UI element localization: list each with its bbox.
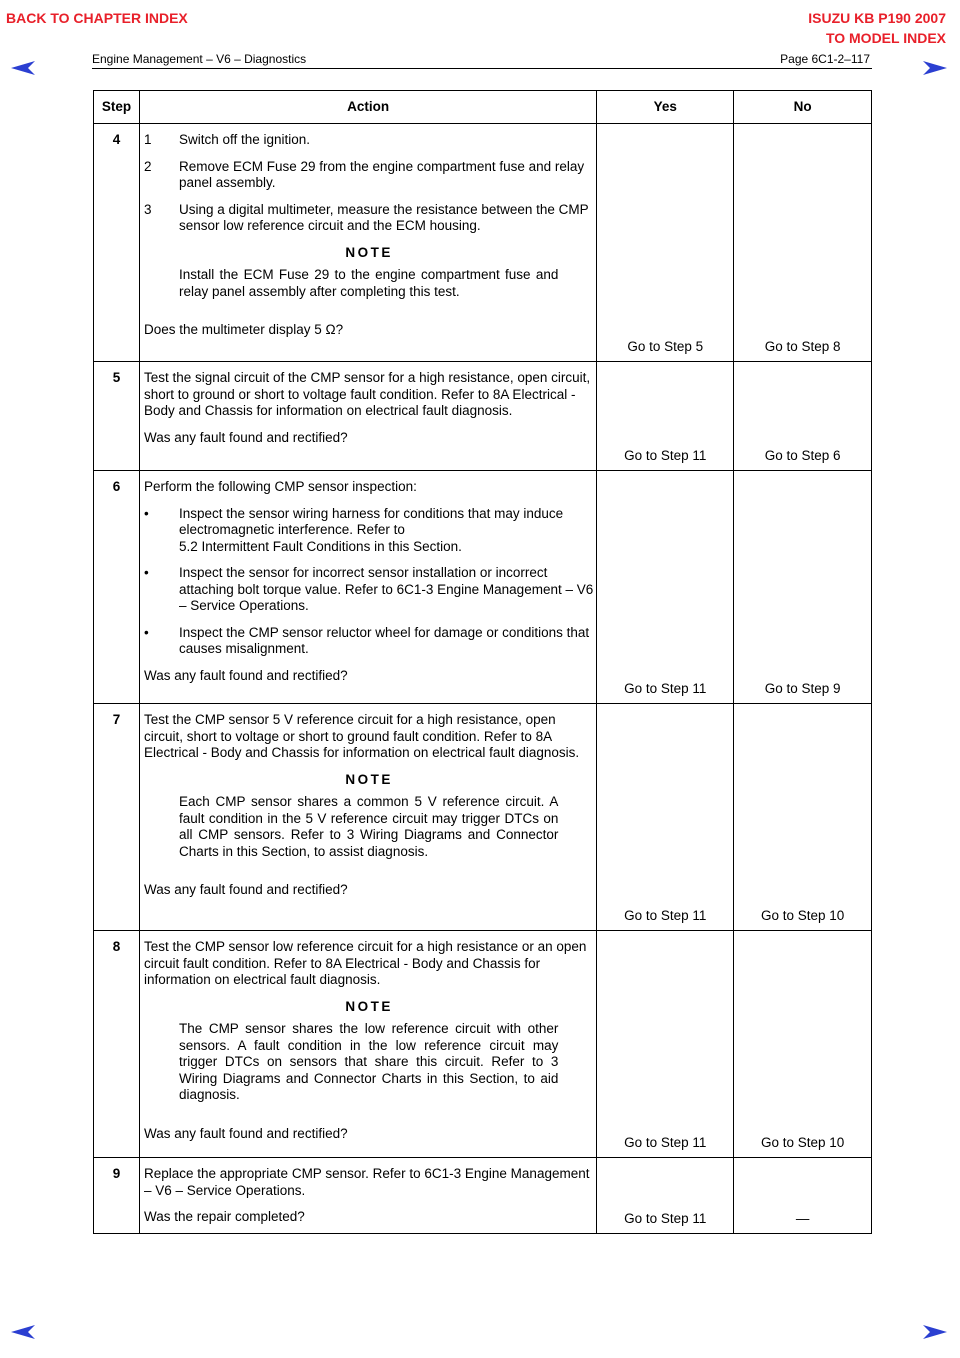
step-question: Was the repair completed? [143, 1209, 305, 1224]
step-action [139, 1158, 596, 1234]
item-number: 3 [143, 201, 152, 217]
note-heading: NOTE [345, 244, 393, 260]
arrow-left-icon[interactable] [10, 1324, 36, 1340]
table-row-step-7 [94, 704, 872, 931]
header-section-title: Engine Management – V6 – Diagnostics [92, 52, 307, 66]
step-action [139, 471, 596, 704]
step-action [139, 362, 596, 471]
bullet-icon: • [143, 624, 149, 640]
bullet-item [144, 506, 594, 556]
step-number: 4 [94, 124, 140, 362]
note-heading: NOTE [345, 771, 393, 787]
no-action[interactable]: Go to Step 10 [734, 931, 872, 1158]
col-header-step: Step [94, 91, 140, 124]
step-instruction: Test the CMP sensor low reference circuit for a high resistance or an open circuit fault condition. Refer to 8A Electrical - Body and Chassis for information on electrical fault diagnosis. [143, 939, 587, 987]
table-row-step-8 [94, 931, 872, 1158]
no-action[interactable]: Go to Step 6 [734, 362, 872, 471]
table-row-step-9 [94, 1158, 872, 1234]
table-header-row [94, 91, 872, 124]
arrow-left-icon[interactable] [10, 60, 36, 76]
arrow-right-icon[interactable] [922, 1324, 948, 1340]
item-number: 2 [143, 158, 152, 174]
bullet-icon: • [143, 565, 149, 580]
item-number: 1 [143, 132, 152, 147]
note-body: Install the ECM Fuse 29 to the engine compartment fuse and relay panel assembly after completing this test. [178, 267, 559, 299]
step-number: 5 [94, 362, 140, 471]
numbered-item [144, 132, 594, 149]
bullet-item [144, 565, 594, 615]
col-header-no: No [734, 91, 872, 124]
step-question: Was any fault found and rectified? [143, 667, 348, 683]
yes-action[interactable]: Go to Step 11 [597, 704, 734, 931]
numbered-item [144, 159, 594, 192]
back-to-chapter-index-link[interactable]: BACK TO CHAPTER INDEX [6, 10, 188, 26]
step-instruction: Test the CMP sensor 5 V reference circuit for a high resistance, open circuit, short to voltage or short to ground fault condition. Refer to 8A Electrical - Body and Chassis for information on electrical fault diagnosis. [143, 712, 580, 760]
step-instruction: Replace the appropriate CMP sensor. Refer to 6C1-3 Engine Management – V6 – Service Operations. [143, 1166, 590, 1198]
item-text: Inspect the sensor for incorrect sensor installation or incorrect attaching bolt torque value. Refer to 6C1-3 Engine Management – V6 – Service Operations. [178, 565, 594, 613]
bullet-icon: • [143, 505, 149, 521]
item-text: Using a digital multimeter, measure the resistance between the CMP sensor low reference circuit and the ECM housing. [178, 201, 589, 233]
item-text: Inspect the CMP sensor reluctor wheel for damage or conditions that causes misalignment. [178, 624, 590, 656]
note-body: The CMP sensor shares the low reference circuit with other sensors. A fault condition in the low reference circuit may trigger DTCs on sensors that share this circuit. Refer to 3 Wiring Diagrams and Connector Charts in this Section, to aid diagnosis. [178, 1021, 559, 1102]
item-text: Remove ECM Fuse 29 from the engine compartment fuse and relay panel assembly. [178, 158, 585, 190]
item-reference: 5.2 Intermittent Fault Conditions in this Section. [178, 538, 462, 554]
step-action [139, 931, 596, 1158]
step-number: 9 [94, 1158, 140, 1234]
note-heading: NOTE [345, 998, 393, 1014]
diagnostic-table [93, 90, 872, 1234]
step-question: Was any fault found and rectified? [143, 1125, 348, 1141]
step-instruction: Perform the following CMP sensor inspection: [143, 479, 417, 494]
yes-action[interactable]: Go to Step 11 [597, 1158, 734, 1234]
item-text: Inspect the sensor wiring harness for conditions that may induce electromagnetic interference. Refer to [178, 505, 564, 537]
note-body: Each CMP sensor shares a common 5 V reference circuit. A fault condition in the 5 V reference circuit may trigger DTCs on all CMP sensors. Refer to 3 Wiring Diagrams and Connector Charts in this Section, to assist diagnosis. [178, 794, 559, 859]
header-page-number: Page 6C1-2–117 [780, 52, 870, 66]
step-question: Does the multimeter display 5 Ω? [143, 322, 344, 337]
table-row-step-5 [94, 362, 872, 471]
table-row-step-6 [94, 471, 872, 704]
no-action[interactable]: Go to Step 10 [734, 704, 872, 931]
model-title: ISUZU KB P190 2007 [808, 10, 946, 26]
yes-action[interactable]: Go to Step 11 [597, 931, 734, 1158]
no-action: — [734, 1158, 872, 1234]
col-header-action: Action [139, 91, 596, 124]
no-action[interactable]: Go to Step 9 [734, 471, 872, 704]
step-question: Was any fault found and rectified? [143, 882, 348, 897]
header-rule [92, 68, 872, 69]
item-text: Switch off the ignition. [178, 132, 311, 147]
step-number: 6 [94, 471, 140, 704]
step-action [139, 704, 596, 931]
table-row-step-4 [94, 124, 872, 362]
step-instruction: Test the signal circuit of the CMP sensor for a high resistance, open circuit, short to ground or short to voltage fault condition. Refer to 8A Electrical - Body and Chassis for information on electrical fault diagnosis. [143, 370, 591, 418]
col-header-yes: Yes [597, 91, 734, 124]
yes-action[interactable]: Go to Step 11 [597, 471, 734, 704]
bullet-item [144, 625, 594, 658]
arrow-right-icon[interactable] [922, 60, 948, 76]
step-number: 7 [94, 704, 140, 931]
numbered-item [144, 202, 594, 235]
step-question: Was any fault found and rectified? [143, 429, 348, 445]
step-action [139, 124, 596, 362]
yes-action[interactable]: Go to Step 11 [597, 362, 734, 471]
to-model-index-link[interactable]: TO MODEL INDEX [825, 30, 946, 46]
step-number: 8 [94, 931, 140, 1158]
no-action[interactable]: Go to Step 8 [734, 124, 872, 362]
yes-action[interactable]: Go to Step 5 [597, 124, 734, 362]
